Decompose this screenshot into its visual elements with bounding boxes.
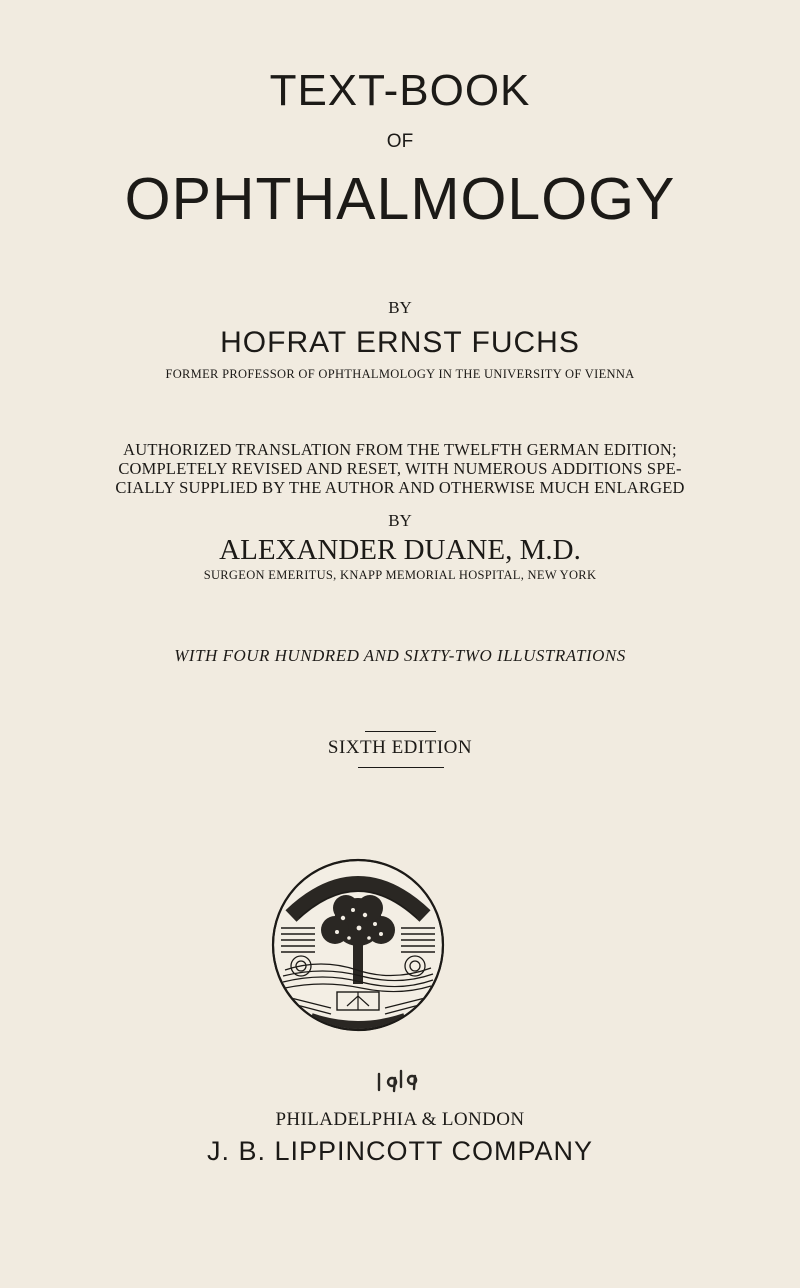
translation-note-line-3: CIALLY SUPPLIED BY THE AUTHOR AND OTHERWISE MUCH ENLARGED <box>115 478 685 497</box>
translation-note-line-2: COMPLETELY REVISED AND RESET, WITH NUMEROUS ADDITIONS SPE- <box>118 459 682 478</box>
author-name: HOFRAT ERNST FUCHS <box>220 326 580 359</box>
imprint-publisher: J. B. LIPPINCOTT COMPANY <box>206 1136 594 1166</box>
translation-note-line-1: AUTHORIZED TRANSLATION FROM THE TWELFTH GERMAN EDITION; <box>123 440 677 459</box>
handwritten-year-mark <box>374 1065 420 1093</box>
illustrations-note: WITH FOUR HUNDRED AND SIXTY-TWO ILLUSTRATIONS <box>174 646 626 665</box>
translator-by-label: BY <box>388 511 412 530</box>
author-by-label: BY <box>388 298 412 317</box>
tree-printers-mark-icon <box>271 858 445 1032</box>
translator-role: SURGEON EMERITUS, KNAPP MEMORIAL HOSPITAL, NEW YORK <box>203 568 597 582</box>
imprint-place: PHILADELPHIA & LONDON <box>275 1109 525 1130</box>
edition-rule-bottom <box>358 767 444 768</box>
book-title-line-1: TEXT-BOOK <box>269 66 531 115</box>
translator-name: ALEXANDER DUANE, M.D. <box>219 534 581 566</box>
translation-note <box>60 440 740 497</box>
book-title-line-2: OF <box>386 131 414 152</box>
edition-rule-top <box>365 731 436 732</box>
author-role: FORMER PROFESSOR OF OPHTHALMOLOGY IN THE UNIVERSITY OF VIENNA <box>165 367 635 381</box>
book-title-line-3: OPHTHALMOLOGY <box>124 166 676 232</box>
edition-label: SIXTH EDITION <box>327 737 473 758</box>
